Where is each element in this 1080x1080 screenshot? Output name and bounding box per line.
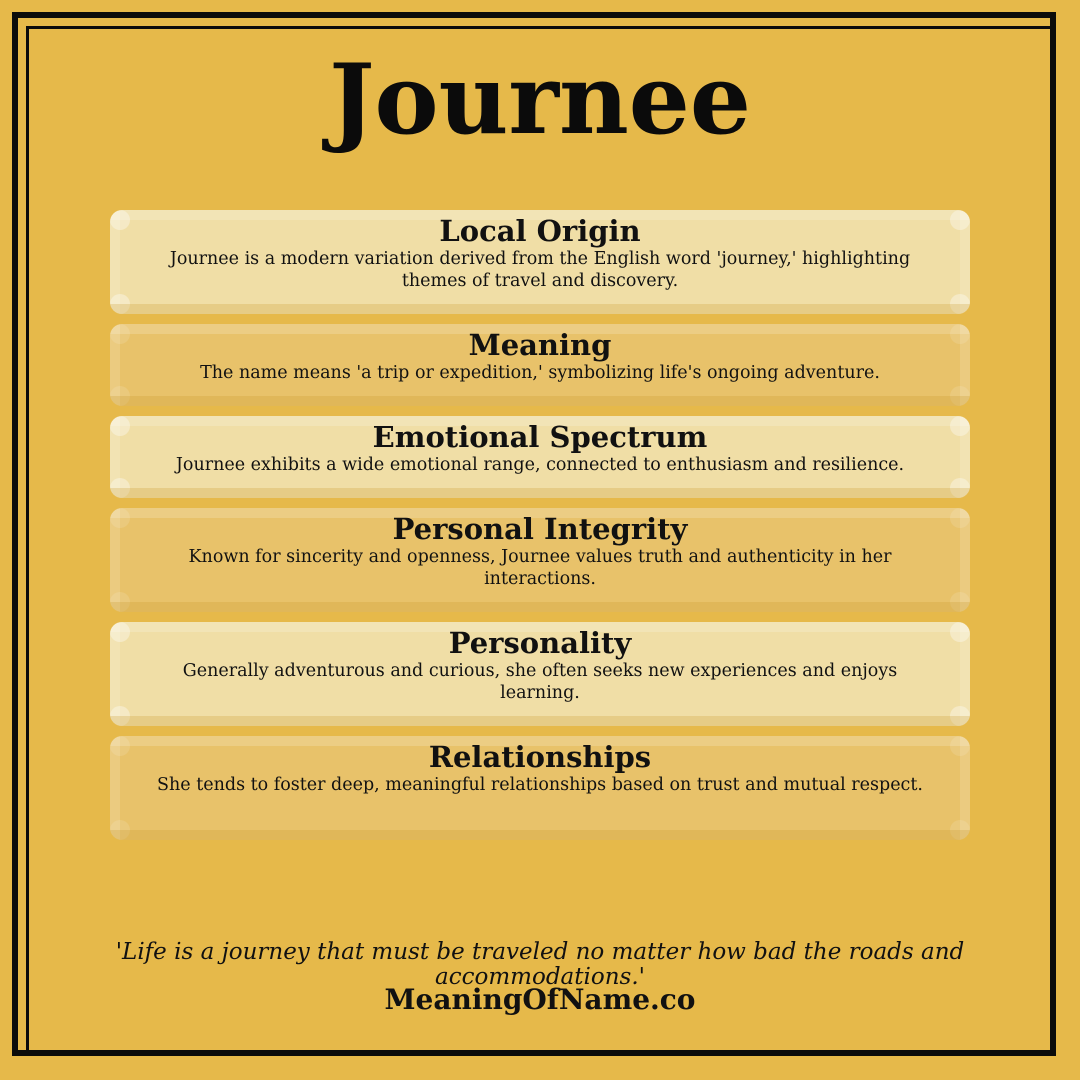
section-heading: Meaning [468, 328, 612, 362]
section-card-personal-integrity [110, 508, 970, 612]
page-title: Journee [329, 43, 751, 156]
brand-name: MeaningOfName.co [384, 983, 696, 1016]
section-text: Generally adventurous and curious, she often seeks new experiences and enjoys learning. [182, 661, 898, 703]
section-card-meaning [110, 324, 970, 406]
section-card-relationships [110, 736, 970, 840]
section-heading: Local Origin [439, 214, 641, 248]
section-card-local-origin [110, 210, 970, 314]
quote: 'Life is a journey that must be traveled no matter how bad the roads and accommodations.' [115, 939, 965, 990]
section-heading: Emotional Spectrum [372, 420, 708, 454]
section-text: The name means 'a trip or expedition,' symbolizing life's ongoing adventure. [200, 363, 880, 383]
section-heading: Personal Integrity [392, 512, 688, 546]
section-text: Known for sincerity and openness, Journee values truth and authenticity in her interactions. [188, 547, 892, 589]
section-card-personality [110, 622, 970, 726]
section-card-emotional-spectrum [110, 416, 970, 498]
section-text: Journee is a modern variation derived from the English word 'journey,' highlighting themes of travel and discovery. [169, 249, 911, 291]
section-heading: Personality [448, 626, 632, 660]
section-heading: Relationships [428, 740, 652, 774]
section-text: Journee exhibits a wide emotional range, connected to enthusiasm and resilience. [175, 455, 905, 475]
section-text: She tends to foster deep, meaningful relationships based on trust and mutual respect. [157, 775, 923, 795]
